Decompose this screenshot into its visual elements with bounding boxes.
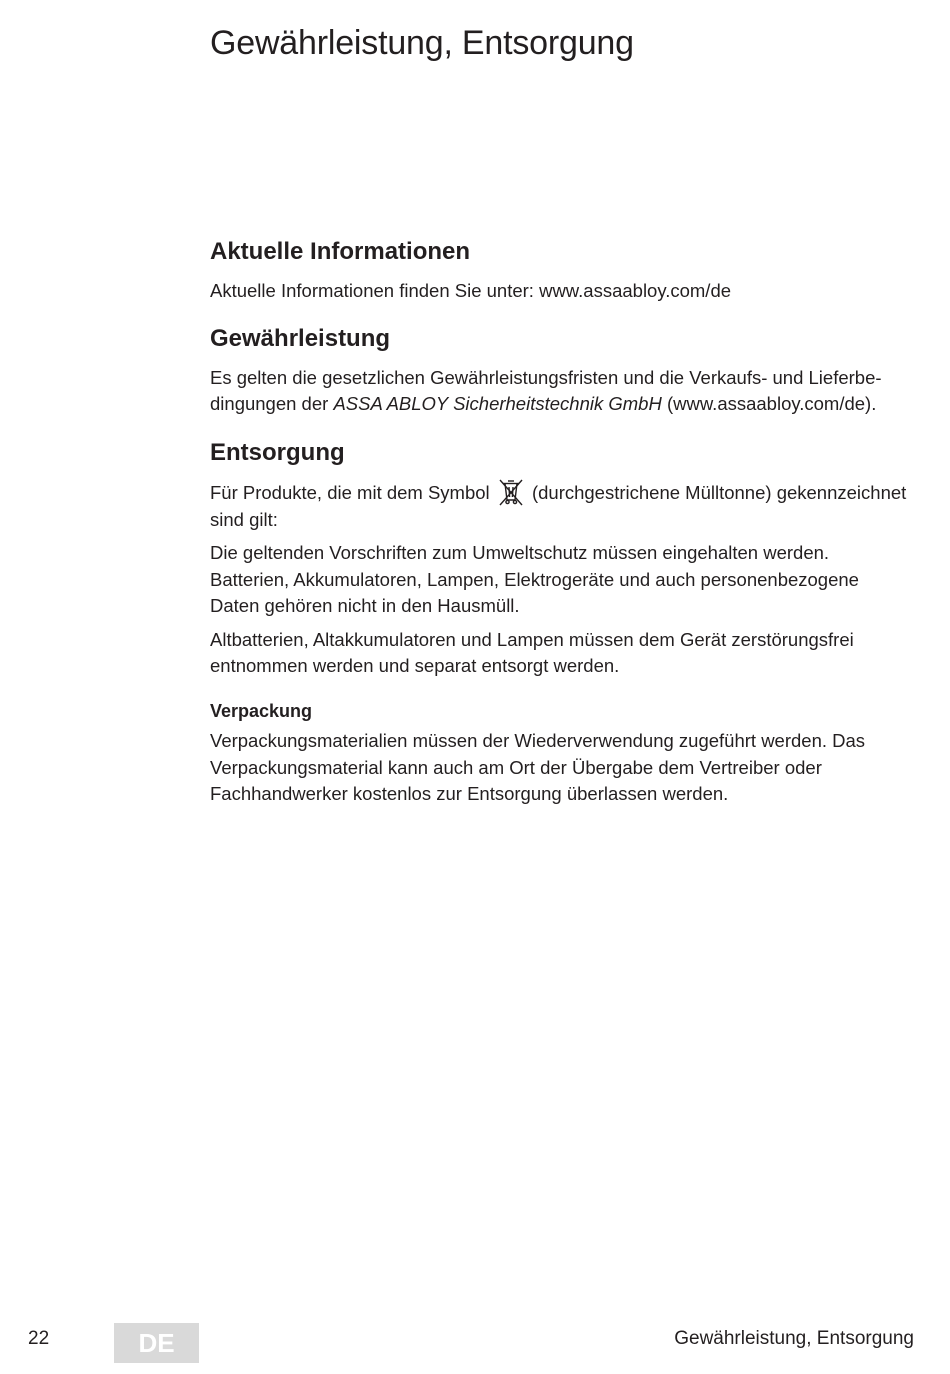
footer-title: Gewährleistung, Entsorgung — [674, 1328, 914, 1349]
section-heading-disposal: Entsorgung — [210, 438, 345, 466]
subheading-packaging: Verpackung — [210, 700, 313, 721]
section-heading-info: Aktuelle Informationen — [210, 238, 471, 265]
info-text: Aktuelle Informationen finden Sie unter: www.assaabloy.com/de — [210, 279, 732, 301]
warranty-text-before: Es gelten die gesetzlichen Gewährleistungsfristen und die Verkaufs- und Lieferbedingungen der — [210, 366, 882, 415]
disposal-paragraph-2: Altbatterien, Altakkumulatoren und Lampen müssen dem Gerät zerstörungsfrei entnommen werden und separat entsorgt werden. — [210, 628, 854, 677]
main-content — [210, 238, 910, 808]
disposal-intro — [210, 478, 910, 533]
packaging-text: Verpackungsmaterialien müssen der Wiederverwendung zugeführt werden. Das Verpackungsmaterial kann auch am Ort der Übergabe dem Vertreiber oder Fachhandwerker kostenlos zur Entsorgung überlassen werden. — [210, 730, 866, 805]
warranty-text-after: (www.assaabloy.com/de). — [661, 393, 877, 415]
crossed-out-wheelie-bin-icon — [497, 478, 525, 506]
warranty-text — [210, 365, 910, 418]
disposal-paragraph-1: Die geltenden Vorschriften zum Umweltschutz müssen eingehalten werden. Batterien, Akkumulatoren, Lampen, Elektrogeräte und auch personenbezogene Daten gehören nicht in den Hausmüll. — [210, 542, 859, 617]
page-title: Gewährleistung, Entsorgung — [210, 24, 634, 62]
language-badge: DE — [114, 1323, 199, 1363]
disposal-intro-before: Für Produkte, die mit dem Symbol — [210, 482, 490, 504]
page-number: 22 — [28, 1328, 50, 1349]
section-heading-warranty: Gewährleistung — [210, 325, 391, 353]
disposal-intro-after: (durchgestrichene Mülltonne) gekennzeichnet sind gilt: — [210, 482, 907, 530]
company-name: ASSA ABLOY Sicherheitstechnik GmbH — [333, 393, 662, 415]
